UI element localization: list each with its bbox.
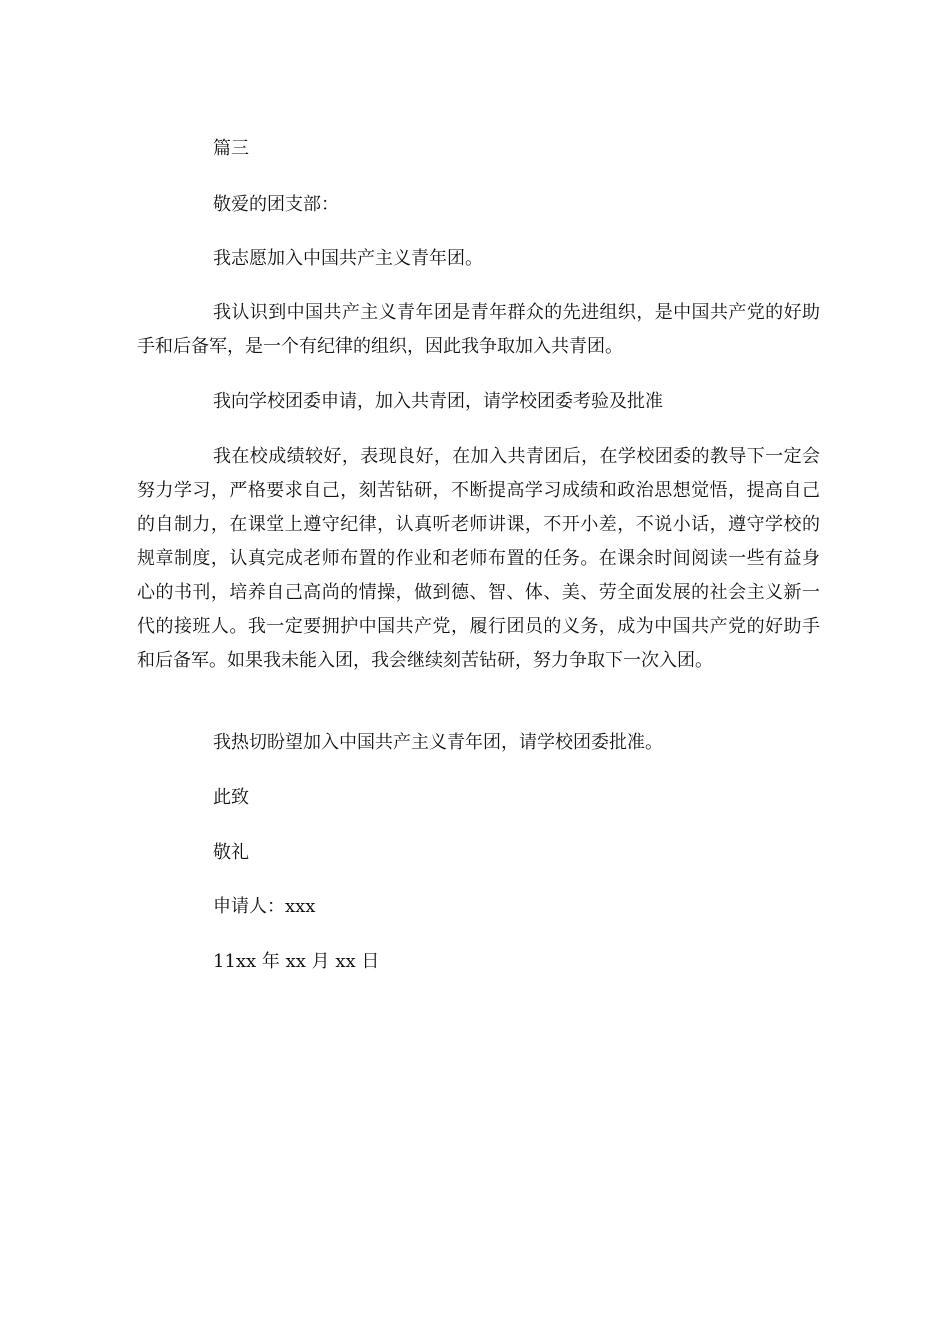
paragraph-5: 我热切盼望加入中国共产主义青年团，请学校团委批准。: [213, 732, 663, 753]
section-title: 篇三: [213, 138, 249, 159]
applicant-signature: 申请人：xxx: [213, 896, 316, 917]
paragraph-1: 我志愿加入中国共产主义青年团。: [213, 248, 483, 269]
paragraph-2: 我认识到中国共产主义青年团是青年群众的先进组织，是中国共产党的好助手和后备军，是一个有纪律的组织，因此我争取加入共青团。: [137, 302, 820, 357]
paragraph-4: 我在校成绩较好，表现良好，在加入共青团后，在学校团委的教导下一定会努力学习，严格要求自己，刻苦钻研，不断提高学习成绩和政治思想觉悟，提高自己的自制力，在课堂上遵守纪律，认真听老师讲课，不开小差，不说小话，遵守学校的规章制度，认真完成老师布置的作业和老师布置的任务。在课余时间阅读一些有益身心的书刊，培养自己高尚的情操，做到德、智、体、美、劳全面发展的社会主义新一代的接班人。我一定要拥护中国共产党，履行团员的义务，成为中国共产党的好助手和后备军。如果我未能入团，我会继续刻苦钻研，努力争取下一次入团。: [137, 446, 820, 671]
closing-line-2: 敬礼: [213, 842, 249, 863]
closing-line-1: 此致: [213, 787, 249, 808]
salutation: 敬爱的团支部：: [213, 194, 339, 215]
paragraph-3: 我向学校团委申请，加入共青团，请学校团委考验及批准: [213, 391, 663, 412]
application-date: 11xx 年 xx 月 xx 日: [213, 951, 380, 972]
